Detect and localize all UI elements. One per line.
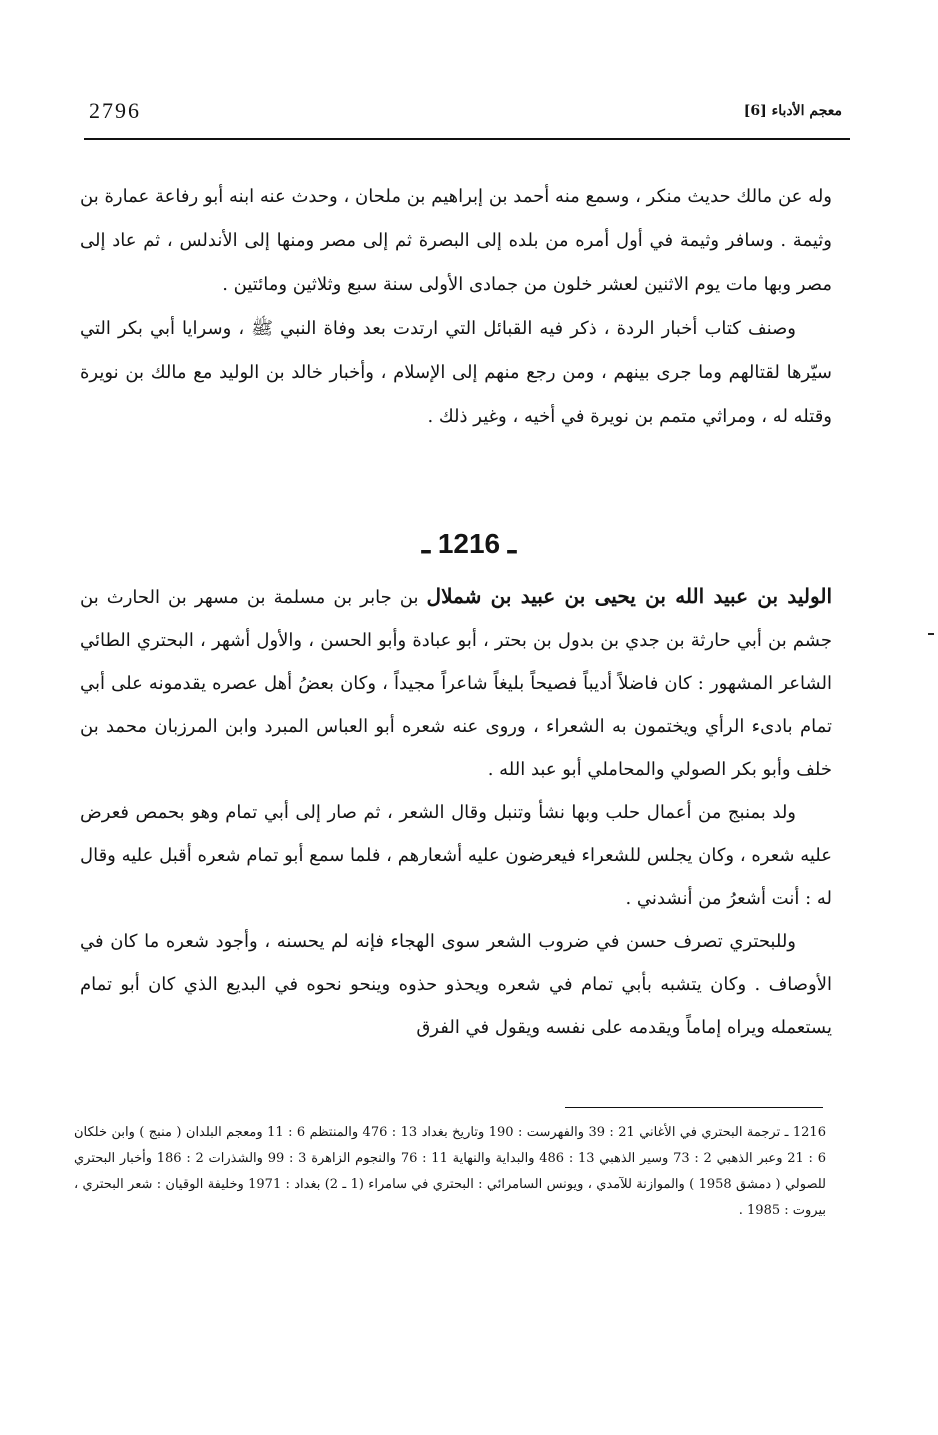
entry-body	[80, 575, 832, 1049]
heading-dash: ـ	[507, 528, 517, 559]
entry-subject-name: الوليد بن عبيد الله بن يحيى بن عبيد بن شملال	[426, 584, 833, 608]
running-title: معجم الأدباء [6]	[743, 103, 842, 119]
entry-number: 1216	[437, 528, 501, 559]
header-rule	[84, 138, 850, 140]
footnotes	[74, 1120, 826, 1224]
entry-intro-paragraph	[80, 575, 832, 791]
margin-mark	[928, 633, 934, 635]
page-number: 2796	[89, 98, 141, 123]
paragraph: ولد بمنبج من أعمال حلب وبها نشأ وتنبل وقال الشعر ، ثم صار إلى أبي تمام وهو بحمص فعرض عليه شعره ، وكان يجلس للشعراء فيعرضون عليه أشعارهم ، فلما سمع أبو تمام شعره أقبل عليه وقال له : أنت أشعرُ من أنشدني .	[80, 802, 832, 909]
paragraph: وللبحتري تصرف حسن في ضروب الشعر سوى الهجاء فإنه لم يحسنه ، وأجود شعره ما كان في الأوصاف . وكان يتشبه بأبي تمام في شعره ويحذو حذوه وينحو نحوه في البديع الذي كان أبو تمام يستعمله ويراه إماماً ويقدمه على نفسه ويقول في الفرق	[80, 931, 832, 1038]
paragraph: وله عن مالك حديث منكر ، وسمع منه أحمد بن إبراهيم بن ملحان ، وحدث عنه ابنه أبو رفاعة عمارة بن وثيمة . وسافر وثيمة في أول أمره من بلده إلى البصرة ثم إلى مصر ومنها إلى الأندلس ، ثم عاد إلى مصر وبها مات يوم الاثنين لعشر خلون من جمادى الأولى سنة سبع وثلاثين ومائتين .	[80, 186, 832, 295]
paragraph: وصنف كتاب أخبار الردة ، ذكر فيه القبائل التي ارتدت بعد وفاة النبي ﷺ ، وسرايا أبي بكر التي سيّرها لقتالهم وما جرى بينهم ، ومن رجع منهم إلى الإسلام ، وأخبار خالد بن الوليد مع مالك بن نويرة وقتله له ، ومراثي متمم بن نويرة في أخيه ، وغير ذلك .	[80, 318, 832, 427]
entry-number-heading	[0, 527, 938, 560]
footnote-rule	[565, 1107, 823, 1108]
entry-lineage: بن جابر بن مسلمة بن مسهر بن الحارث بن جشم بن أبي حارثة بن جدي بن بدول بن بحتر ، أبو عبادة وأبو الحسن ، والأول أشهر ، البحتري الطائي الشاعر المشهور : كان فاضلاً أديباً فصيحاً بليغاً شاعراً مجيداً ، وكان بعضُ أهل عصره يقدمونه على أبي تمام بادىء الرأي ويختمون به الشعراء ، وروى عنه شعره أبو العباس المبرد وابن المرزبان محمد بن خلف وأبو بكر الصولي والمحاملي أبو عبد الله .	[80, 587, 832, 780]
heading-dash: ـ	[421, 528, 431, 559]
footnote-text: 1216 ـ ترجمة البحتري في الأغاني 21 : 39 والفهرست : 190 وتاريخ بغداد 13 : 476 والمنتظم 6 : 11 ومعجم البلدان ( منبج ) وابن خلكان 6 : 21 وعبر الذهبي 2 : 73 وسير الذهبي 13 : 486 والبداية والنهاية 11 : 76 والنجوم الزاهرة 3 : 99 والشذرات 2 : 186 وأخبار البحتري للصولي ( دمشق 1958 ) والموازنة للآمدي ، ويونس السامرائي : البحتري في سامراء (1 ـ 2) بغداد : 1971 وخليفة الوقيان : شعر البحتري ، بيروت : 1985 .	[74, 1125, 826, 1218]
section-previous-entry	[80, 175, 832, 439]
